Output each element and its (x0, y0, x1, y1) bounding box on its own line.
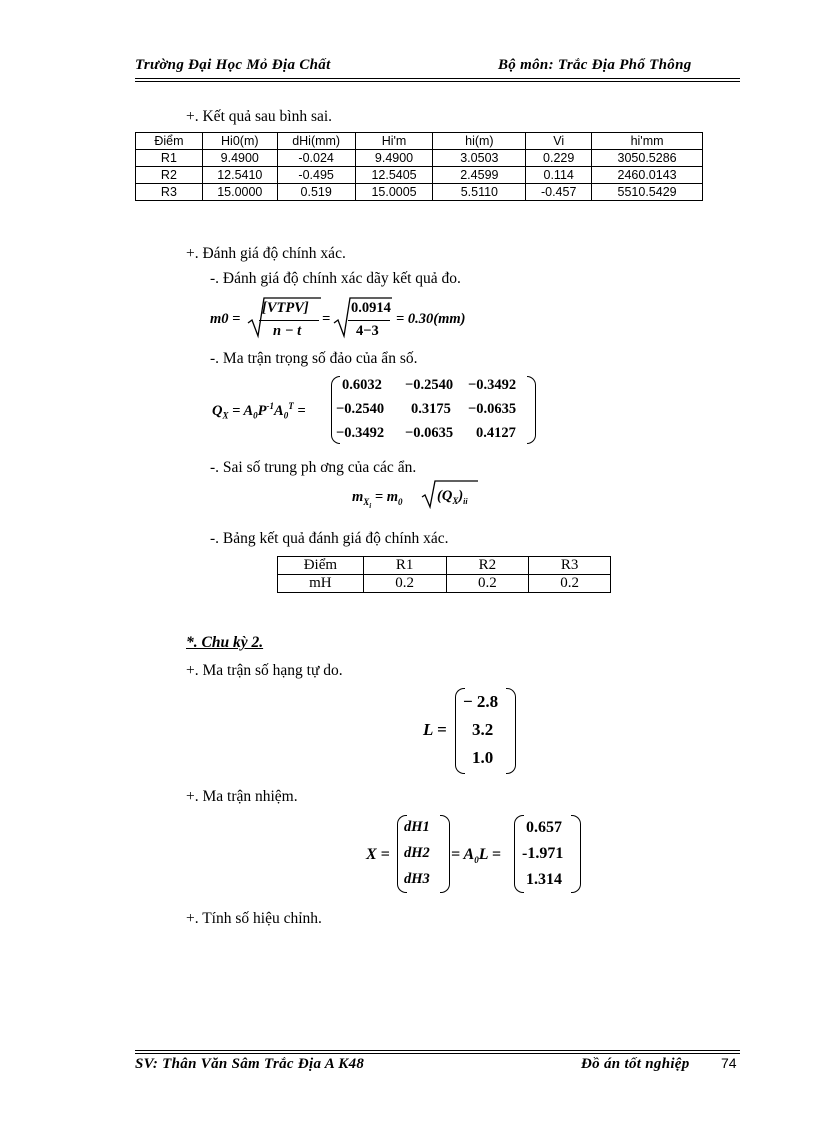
cell: 12.5410 (202, 167, 277, 184)
cell: -0.495 (277, 167, 355, 184)
cell: 2460.0143 (592, 167, 703, 184)
results-title: +. Kết quả sau bình sai. (186, 108, 333, 125)
cycle2-title (186, 634, 263, 652)
acc-head: R1 (363, 557, 446, 575)
col-hmm: hi'mm (592, 133, 703, 150)
table-row (136, 150, 703, 167)
acc-head: R2 (446, 557, 529, 575)
col-h: hi(m) (433, 133, 526, 150)
x-symbol: dH3 (404, 871, 430, 887)
accuracy-sub4: -. Bảng kết quả đánh giá độ chính xác. (210, 530, 449, 547)
qx-cell: 0.3175 (411, 401, 451, 417)
col-hprime: Hi'm (355, 133, 433, 150)
cell: 2.4599 (433, 167, 526, 184)
x-mid: = $A_0L$ = (451, 846, 501, 866)
qx-cell: −0.3492 (468, 377, 517, 393)
l-cell: − 2.8 (463, 692, 499, 711)
eq-sign: = (322, 311, 331, 327)
header-department: Bộ môn: Trắc Địa Phổ Thông (498, 57, 692, 73)
table-row (136, 167, 703, 184)
m0-lhs: m0 = (210, 311, 241, 327)
frac-line-1 (259, 320, 319, 321)
footer-thesis: Đồ án tốt nghiệp (581, 1056, 690, 1072)
l-right-paren (506, 688, 516, 774)
cell: 0.229 (526, 150, 592, 167)
acc-cell: 0.2 (446, 575, 529, 593)
qx-cell: 0.6032 (342, 377, 382, 393)
x-value: 1.314 (526, 871, 562, 888)
mx-lhs: $m_{X_i} = m_0$ (352, 489, 403, 510)
accuracy-table (277, 556, 611, 593)
cell: 5.5110 (433, 184, 526, 201)
acc-cell: 0.2 (363, 575, 446, 593)
cell: 9.4900 (355, 150, 433, 167)
cell: -0.457 (526, 184, 592, 201)
cell: -0.024 (277, 150, 355, 167)
x-value: -1.971 (522, 845, 564, 862)
m0-den2: 4−3 (356, 323, 379, 339)
footer-rule (135, 1050, 740, 1051)
l-cell: 1.0 (472, 748, 494, 767)
col-diem: Điểm (136, 133, 203, 150)
table-row (278, 575, 611, 593)
qx-cell: −0.0635 (405, 425, 454, 441)
footer-student: SV: Thân Văn Sâm Trắc Địa A K48 (135, 1056, 365, 1072)
header-rule-2 (135, 81, 740, 82)
col-v: Vi (526, 133, 592, 150)
cell: R3 (136, 184, 203, 201)
m0-den1: n − t (273, 323, 302, 339)
m0-num2: 0.0914 (351, 300, 391, 316)
cell: 0.519 (277, 184, 355, 201)
solution-title: +. Ma trận nhiệm. (186, 788, 298, 805)
qx-lhs: $Q_X = A_0P^{-1}A_0^T$ = (212, 401, 306, 421)
correction-title: +. Tính số hiệu chỉnh. (186, 910, 322, 927)
cell: 12.5405 (355, 167, 433, 184)
page-number: 74 (721, 1055, 737, 1071)
header-school: Trường Đại Học Mỏ Địa Chất (135, 57, 331, 73)
acc-head: R3 (529, 557, 611, 575)
cell: 0.114 (526, 167, 592, 184)
table-row (136, 184, 703, 201)
header-rule (135, 78, 740, 79)
x-value: 0.657 (526, 819, 562, 836)
cycle2-title-text: *. Chu kỳ 2. (186, 634, 264, 651)
cell: R2 (136, 167, 203, 184)
m0-result: = 0.30(mm) (396, 311, 466, 327)
footer-rule-2 (135, 1053, 740, 1054)
cell: 5510.5429 (592, 184, 703, 201)
x-symbol: dH2 (404, 845, 430, 861)
cell: 9.4900 (202, 150, 277, 167)
col-h0: Hi0(m) (202, 133, 277, 150)
accuracy-sub1: -. Đánh giá độ chính xác dãy kết quả đo. (210, 270, 461, 287)
mx-inner: $(Q_X)_{ii}$ (437, 488, 468, 506)
qx-cell: −0.3492 (336, 425, 385, 441)
x-symbol: dH1 (404, 819, 430, 835)
x-lhs: X = (366, 846, 390, 863)
accuracy-title: +. Đánh giá độ chính xác. (186, 245, 346, 262)
qx-cell: 0.4127 (476, 425, 516, 441)
cell: 15.0005 (355, 184, 433, 201)
l-lhs: L = (423, 720, 447, 739)
results-table (135, 132, 703, 201)
acc-head: Điểm (278, 557, 364, 575)
qx-cell: −0.2540 (405, 377, 454, 393)
qx-cell: −0.2540 (336, 401, 385, 417)
accuracy-sub2: -. Ma trận trọng số đảo của ẩn số. (210, 350, 418, 367)
cell: R1 (136, 150, 203, 167)
x-right-paren (440, 815, 450, 893)
col-dh: dHi(mm) (277, 133, 355, 150)
cell: 3050.5286 (592, 150, 703, 167)
cell: 15.0000 (202, 184, 277, 201)
l-cell: 3.2 (472, 720, 494, 739)
results-header-row (136, 133, 703, 150)
frac-line-2 (348, 320, 390, 321)
m0-num1: [VTPV] (262, 300, 309, 316)
free-term-title: +. Ma trận số hạng tự do. (186, 662, 343, 679)
acc-cell: 0.2 (529, 575, 611, 593)
accuracy-header-row (278, 557, 611, 575)
qx-right-paren (527, 376, 536, 444)
qx-cell: −0.0635 (468, 401, 517, 417)
accuracy-sub3: -. Sai số trung ph ơng của các ẩn. (210, 459, 417, 476)
acc-row-label: mH (278, 575, 364, 593)
x-val-right-paren (571, 815, 581, 893)
cell: 3.0503 (433, 150, 526, 167)
